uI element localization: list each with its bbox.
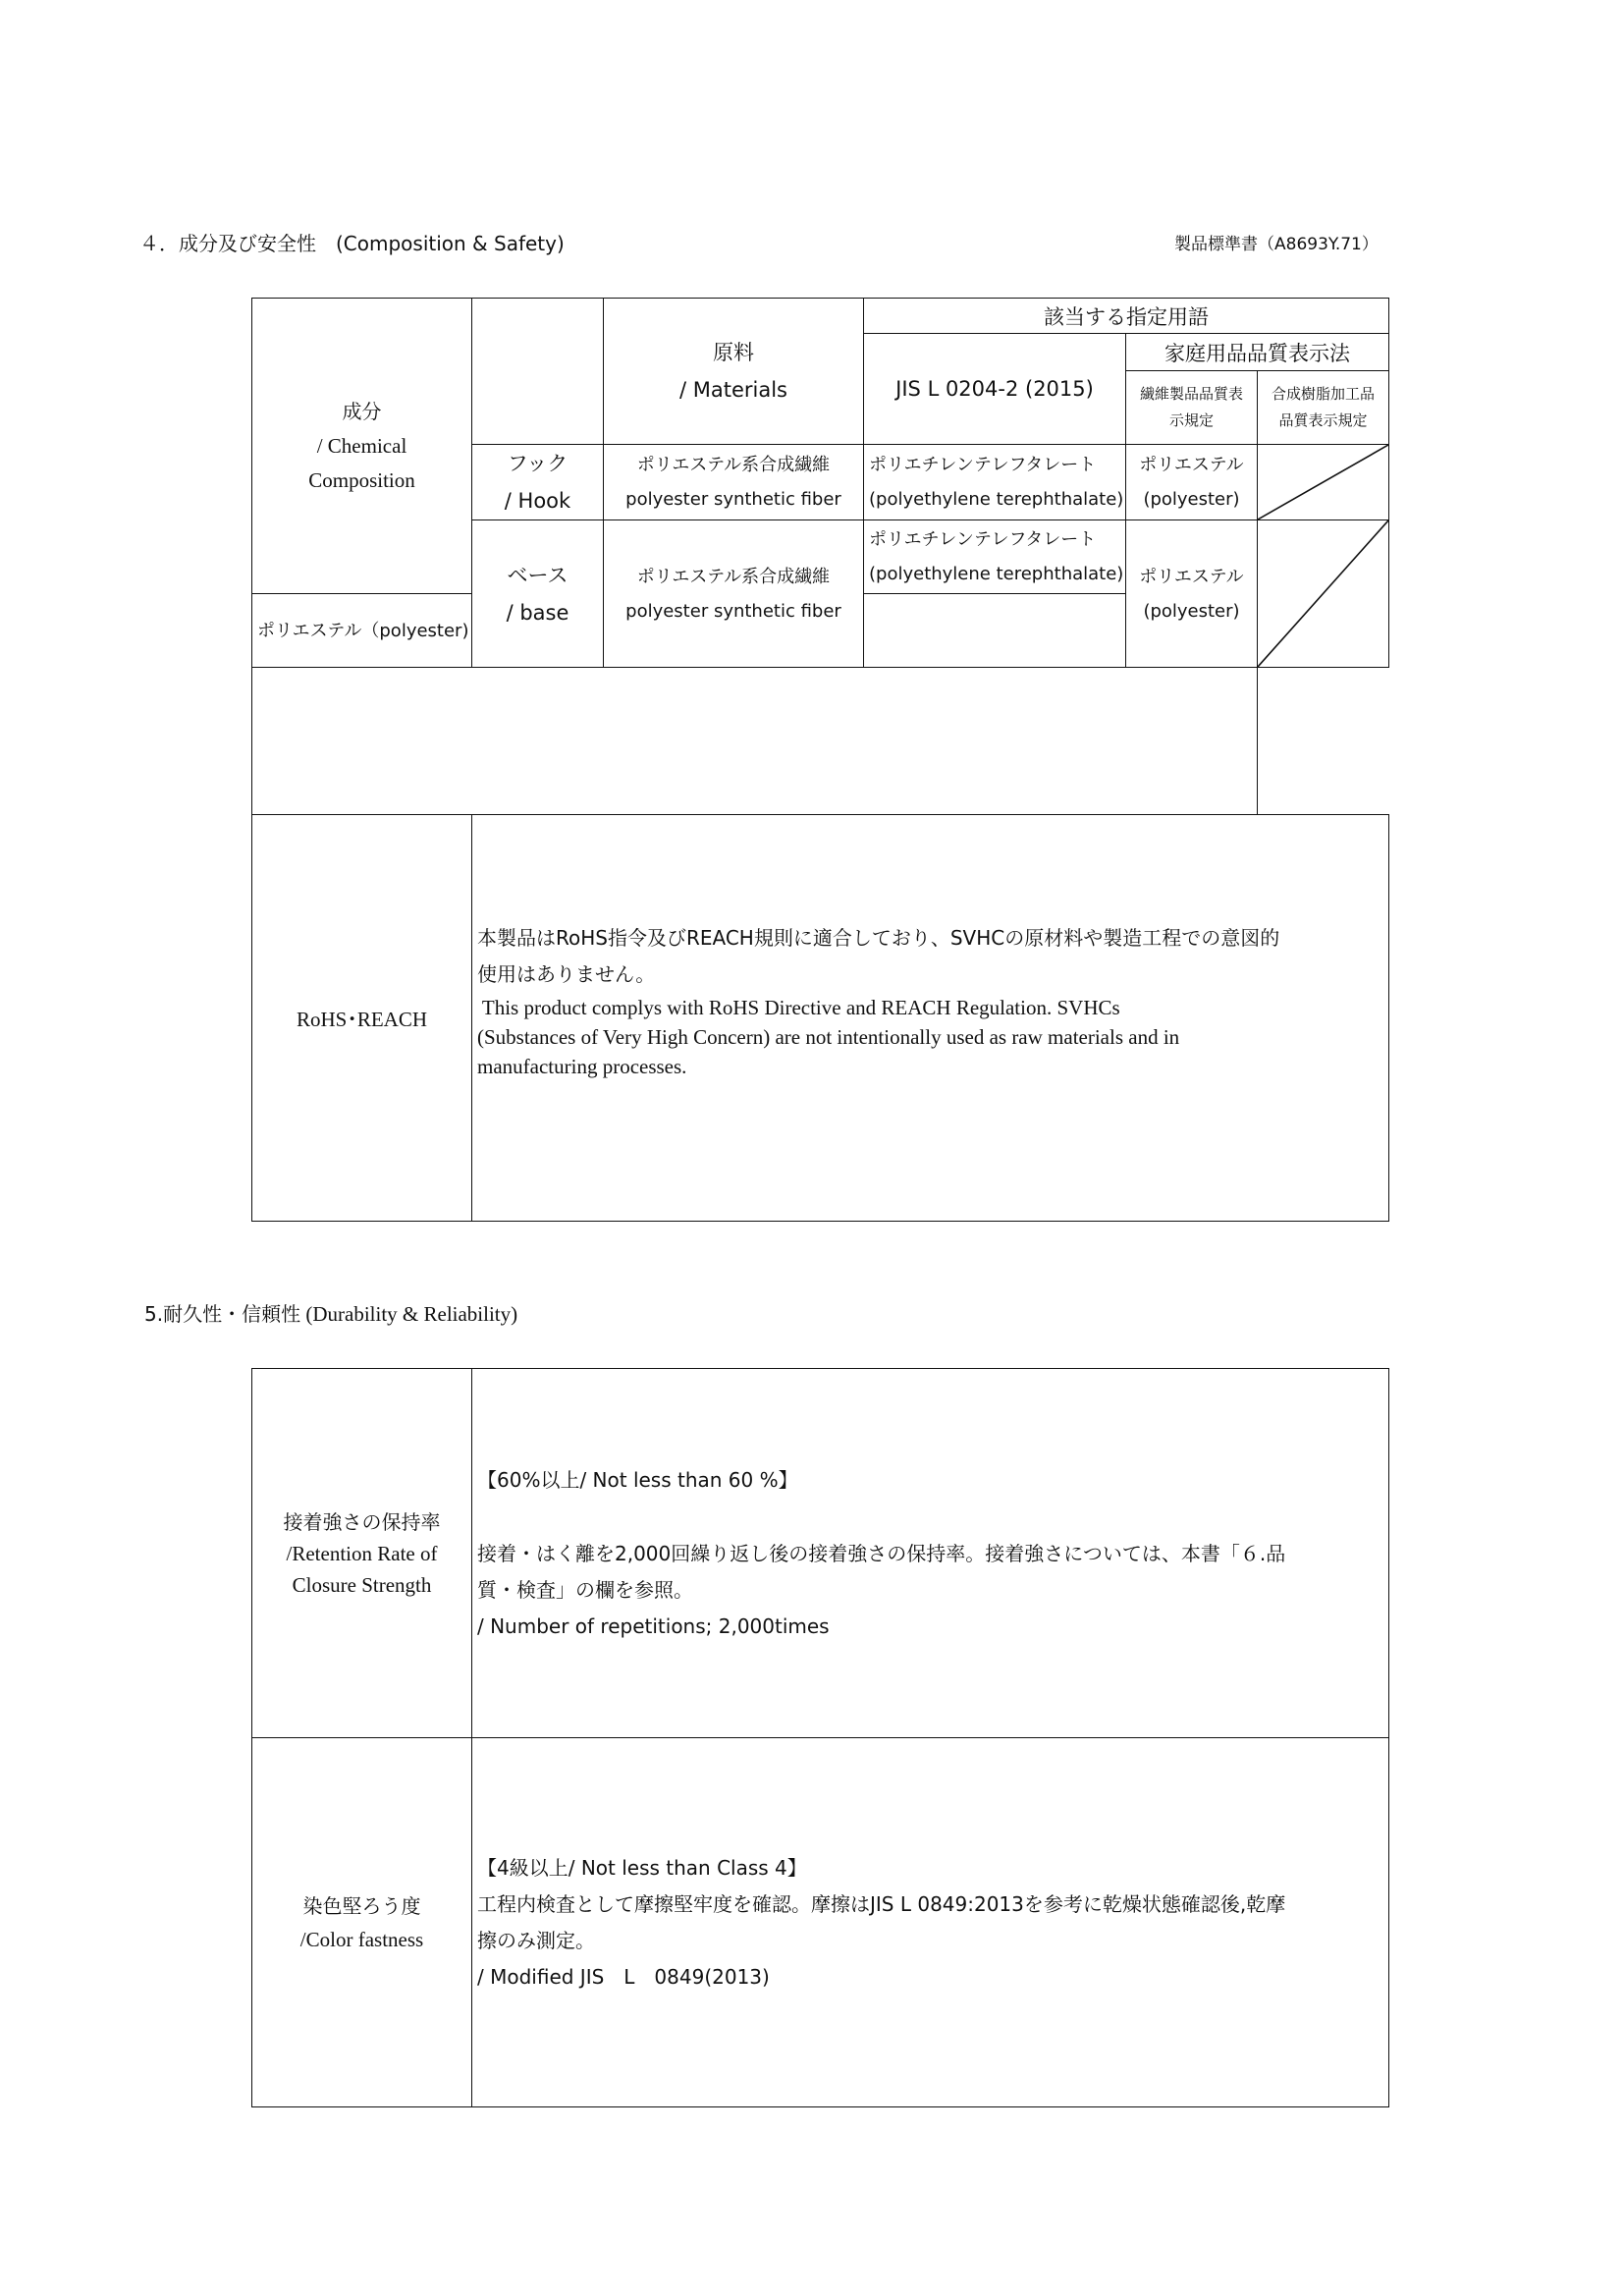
- composition-safety-table: [251, 298, 1389, 1222]
- composition-label-jp: 成分: [342, 399, 382, 423]
- hook-part-en: / Hook: [504, 489, 571, 513]
- retention-desc-line-2: 質・検査」の欄を参照。: [477, 1577, 693, 1602]
- rohs-jp-line-1: 本製品はRoHS指令及びREACH規則に適合しており、SVHCの原材料や製造工程での意図的: [477, 925, 1280, 950]
- retention-label-en-1: /Retention Rate of: [286, 1541, 438, 1565]
- color-fastness-desc-line-3: / Modified JIS L 0849(2013): [477, 1964, 770, 1989]
- composition-blank-cell: [252, 668, 1258, 815]
- color-fastness-label-jp: 染色堅ろう度: [302, 1893, 421, 1918]
- hook-jis-en: (polyethylene terephthalate): [869, 489, 1124, 510]
- rohs-reach-statement-cell: [472, 815, 1389, 1222]
- section-5-title-en: (Durability & Reliability): [300, 1302, 518, 1326]
- base-jis-cell-1: [864, 520, 1126, 594]
- retention-label-jp: 接着強さの保持率: [283, 1509, 441, 1534]
- composition-label-en-2: Composition: [308, 467, 415, 492]
- base-law-en: (polyester): [1143, 600, 1240, 622]
- jis-header: JIS L 0204-2 (2015): [864, 334, 1126, 445]
- rohs-reach-label-cell: RoHS･REACH: [252, 815, 472, 1222]
- rohs-jp-line-2: 使用はありません。: [477, 961, 656, 986]
- resin-rule-line-2: 品質表示規定: [1278, 411, 1368, 429]
- resin-rule-line-1: 合成樹脂加工品: [1272, 385, 1376, 403]
- hook-law-cell: [1126, 445, 1258, 520]
- part-header-cell: [472, 299, 604, 445]
- resin-rule-header: [1258, 371, 1389, 445]
- hook-part-cell: [472, 445, 604, 520]
- hook-material-jp: ポリエステル系合成繊維: [636, 455, 831, 475]
- materials-header-cell: [604, 299, 864, 445]
- retention-spec-cell: [472, 1369, 1389, 1738]
- base-jis1-en: (polyethylene terephthalate): [869, 564, 1124, 584]
- hook-jis-jp: ポリエチレンテレフタレート: [869, 455, 1097, 475]
- base-jis1-jp: ポリエチレンテレフタレート: [869, 529, 1097, 550]
- retention-desc-line-3: / Number of repetitions; 2,000times: [477, 1613, 830, 1638]
- section-4-title: ４．成分及び安全性 (Composition & Safety): [139, 232, 565, 255]
- base-part-cell: [472, 520, 604, 668]
- hook-law-jp: ポリエステル: [1139, 455, 1244, 475]
- color-fastness-spec-cell: [472, 1738, 1389, 2107]
- textile-rule-header: [1126, 371, 1258, 445]
- hook-material-en: polyester synthetic fiber: [625, 489, 841, 510]
- composition-label-en-1: / Chemical: [316, 433, 407, 458]
- hook-resin-na-cell: [1258, 445, 1389, 520]
- color-fastness-desc-line-2: 擦のみ測定。: [477, 1928, 595, 1952]
- rohs-en-line-2: (Substances of Very High Concern) are not intentionally used as raw materials and in: [477, 1024, 1180, 1049]
- composition-label-cell: [252, 299, 472, 594]
- diagonal-slash: [1258, 445, 1388, 519]
- hook-law-en: (polyester): [1143, 489, 1240, 510]
- base-resin-na-cell: [1258, 520, 1389, 668]
- base-material-en: polyester synthetic fiber: [625, 600, 841, 622]
- document-reference: 製品標準書（A8693Y.71）: [1174, 235, 1379, 254]
- base-jis-cell-2: ポリエステル（polyester): [252, 594, 472, 668]
- retention-desc-line-1: 接着・はく離を2,000回繰り返し後の接着強さの保持率。接着強さについては、本書「６.品: [477, 1541, 1286, 1565]
- color-fastness-label-cell: [252, 1738, 472, 2107]
- materials-header-jp: 原料: [713, 341, 754, 364]
- designated-terms-header: 該当する指定用語: [864, 299, 1389, 334]
- diagonal-slash: [1258, 520, 1388, 667]
- base-law-jp: ポリエステル: [1139, 566, 1244, 587]
- rohs-en-line-1: This product complys with RoHS Directive and REACH Regulation. SVHCs: [477, 995, 1120, 1019]
- durability-reliability-table: [251, 1368, 1389, 2107]
- hook-jis-cell: [864, 445, 1126, 520]
- retention-label-cell: [252, 1369, 472, 1738]
- section-5-title-jp: 5.耐久性・信頼性: [144, 1302, 301, 1326]
- retention-spec: 【60%以上/ Not less than 60 %】: [477, 1467, 798, 1492]
- base-part-jp: ベース: [507, 563, 568, 587]
- section-5-title: [144, 1298, 517, 1327]
- base-part-en: / base: [506, 600, 569, 625]
- color-fastness-spec: 【4級以上/ Not less than Class 4】: [477, 1855, 807, 1880]
- hook-part-jp: フック: [507, 452, 568, 475]
- retention-label-en-2: Closure Strength: [292, 1572, 432, 1597]
- textile-rule-line-2: 示規定: [1168, 411, 1214, 429]
- hook-material-cell: [604, 445, 864, 520]
- color-fastness-label-en: /Color fastness: [299, 1927, 424, 1951]
- base-law-cell: [1126, 520, 1258, 668]
- materials-header-en: / Materials: [678, 378, 787, 402]
- base-material-jp: ポリエステル系合成繊維: [636, 566, 831, 587]
- base-material-cell: [604, 520, 864, 668]
- rohs-en-line-3: manufacturing processes.: [477, 1054, 687, 1078]
- textile-rule-line-1: 繊維製品品質表: [1139, 385, 1243, 403]
- color-fastness-desc-line-1: 工程内検査として摩擦堅牢度を確認。摩擦はJIS L 0849:2013を参考に乾燥状態確認後,乾摩: [477, 1891, 1286, 1916]
- household-law-header: 家庭用品品質表示法: [1126, 334, 1389, 371]
